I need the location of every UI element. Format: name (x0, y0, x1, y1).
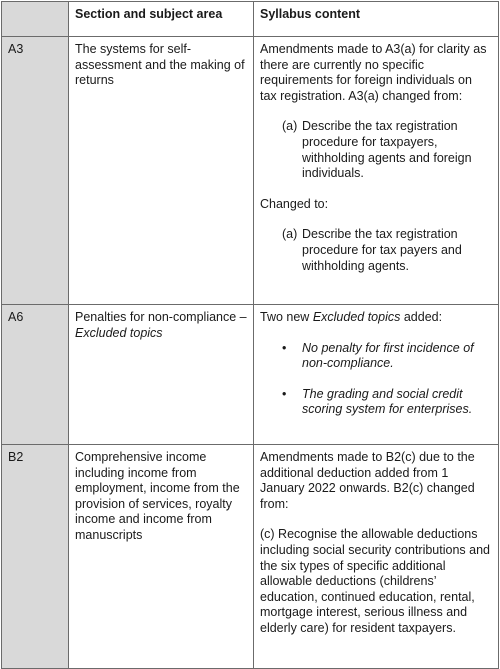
row-subject: Comprehensive income including income from employment, income from the provision of services, royalty income and income from manuscripts (69, 445, 254, 669)
table-row (2, 305, 499, 445)
content-intro: Amendments made to B2(c) due to the additional deduction added from 1 January 2022 onwards. B2(c) changed from: (260, 450, 475, 511)
row-content (254, 305, 499, 445)
item-text: Describe the tax registration procedure for tax payers and withholding agents. (302, 227, 462, 273)
table-header-row (2, 2, 499, 37)
table-row (2, 37, 499, 305)
changed-from-item (282, 119, 492, 181)
subject-italic: Excluded topics (75, 325, 163, 340)
row-subject (69, 305, 254, 445)
row-code: A6 (2, 305, 69, 445)
header-blank-cell (2, 2, 69, 37)
bullet-icon: • (282, 340, 287, 355)
row-code: A3 (2, 37, 69, 305)
bullet-icon: • (282, 386, 287, 401)
changed-to-label: Changed to: (260, 196, 329, 211)
bullet-text: No penalty for first incidence of non-compliance. (302, 340, 474, 371)
item-marker: (a) (282, 227, 298, 242)
content-body: (c) Recognise the allowable deductions including social security contributions and the six types of specific additional allowable deductions (childrens’ education, continued education, rental, mortgage interest, serious illness and elderly care) for resident taxpayers. (260, 527, 490, 635)
item-marker: (a) (282, 119, 298, 134)
syllabus-changes-table (1, 1, 499, 669)
header-section-subject: Section and subject area (69, 2, 254, 37)
content-intro (260, 310, 492, 326)
intro-tail: added: (400, 310, 443, 324)
bullet-item (282, 387, 492, 418)
row-content (254, 37, 499, 305)
intro-text: Two new (260, 310, 313, 324)
intro-italic: Excluded topics (312, 310, 401, 324)
content-intro: Amendments made to A3(a) for clarity as there are currently no specific requirements for foreign individuals on tax registration. A3(a) changed from: (260, 42, 487, 103)
bullet-item (282, 341, 492, 372)
row-content (254, 445, 499, 669)
item-text: Describe the tax registration procedure for taxpayers, withholding agents and foreign individuals. (302, 119, 472, 181)
changed-to-item (282, 227, 492, 274)
header-syllabus-content: Syllabus content (254, 2, 499, 37)
bullet-text: The grading and social credit scoring system for enterprises. (302, 386, 473, 417)
row-subject: The systems for self-assessment and the making of returns (69, 37, 254, 305)
table-row (2, 445, 499, 669)
subject-text: Penalties for non-compliance – (75, 310, 247, 324)
row-code: B2 (2, 445, 69, 669)
